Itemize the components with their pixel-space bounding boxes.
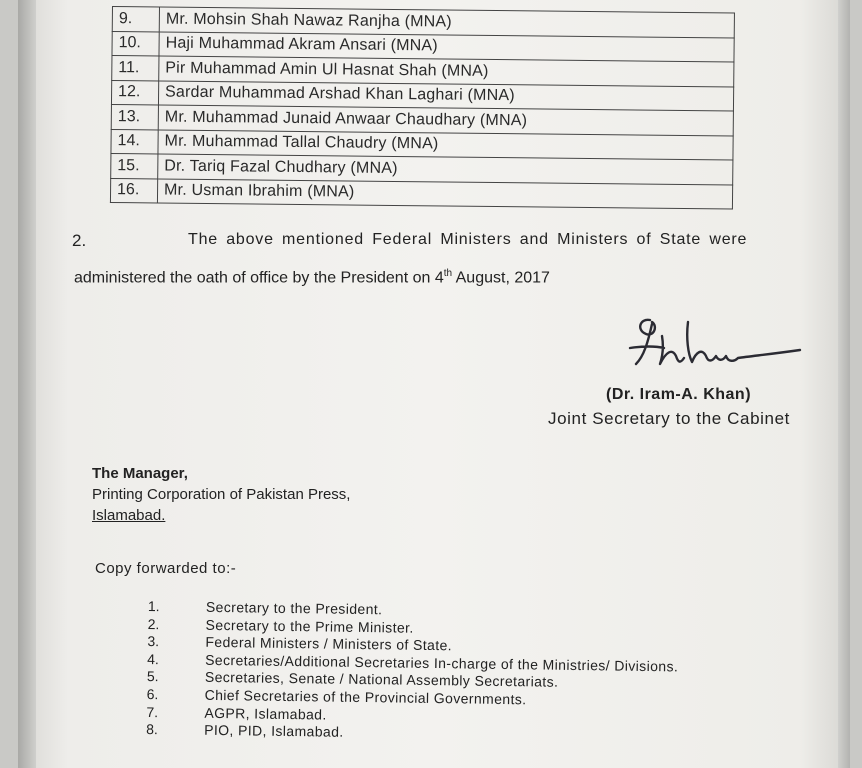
paragraph-number: 2. [72,231,87,250]
item-number: 4. [147,650,159,667]
member-name: Mr. Mohsin Shah Nawaz Ranjha (MNA) [159,7,734,38]
paragraph-line-2 [74,268,550,287]
row-number: 11. [112,56,159,81]
member-name: Mr. Muhammad Junaid Anwaar Chaudhary (MNA) [158,105,733,136]
member-name: Mr. Muhammad Tallal Chaudry (MNA) [158,129,733,160]
paragraph-line-2-prefix: administered the oath of office by the President on 4 [74,269,444,287]
item-number: 2. [147,615,160,632]
signatory-title: Joint Secretary to the Cabinet [548,409,790,428]
member-name: Pir Muhammad Amin Ul Hasnat Shah (MNA) [159,56,734,87]
item-number: 8. [146,721,158,738]
paragraph-line-1: The above mentioned Federal Ministers and Ministers of State were [188,231,748,248]
row-number: 16. [110,178,157,203]
row-number: 15. [111,153,158,178]
item-number: 1. [147,598,160,615]
item-text: Secretary to the President. [205,598,383,618]
item-text: Federal Ministers / Ministers of State. [205,633,453,654]
item-number: 6. [146,685,159,703]
address-line-2: Printing Corporation of Pakistan Press, [92,486,351,503]
page-right-shadow [838,0,850,768]
signature-mark [622,312,812,392]
item-text: Secretary to the Prime Minister. [205,616,414,636]
signatory-name: (Dr. Iram-A. Khan) [606,386,752,403]
date-ordinal-suffix: th [443,268,453,279]
member-name: Dr. Tariq Fazal Chudhary (MNA) [158,154,733,185]
item-text: PIO, PID, Islamabad. [204,721,344,740]
copy-forwarded-heading: Copy forwarded to:- [95,560,237,577]
row-number: 14. [111,129,158,154]
member-name: Sardar Muhammad Arshad Khan Laghari (MNA) [158,80,733,111]
page-left-shadow [18,0,36,768]
item-number: 3. [147,633,160,650]
item-text: AGPR, Islamabad. [204,704,327,723]
address-line-3: Islamabad. [92,507,166,524]
member-name: Haji Muhammad Akram Ansari (MNA) [159,31,734,62]
copy-forwarded-list [146,598,679,746]
ministers-table [110,6,735,210]
item-number: 7. [146,703,159,720]
item-text: Secretaries, Senate / National Assembly Secretariats. [204,669,559,691]
item-number: 5. [146,668,159,685]
row-number: 9. [112,7,159,32]
paragraph-line-2-suffix: August, 2017 [452,269,550,287]
item-text: Chief Secretaries of the Provincial Governments. [204,686,527,708]
row-number: 13. [111,104,158,129]
address-line-1: The Manager, [92,465,188,482]
row-number: 10. [112,31,159,56]
row-number: 12. [111,80,158,105]
item-text: Secretaries/Additional Secretaries In-charge of the Ministries/ Divisions. [205,651,679,675]
recipient-address [92,463,350,526]
member-name: Mr. Usman Ibrahim (MNA) [157,178,732,209]
